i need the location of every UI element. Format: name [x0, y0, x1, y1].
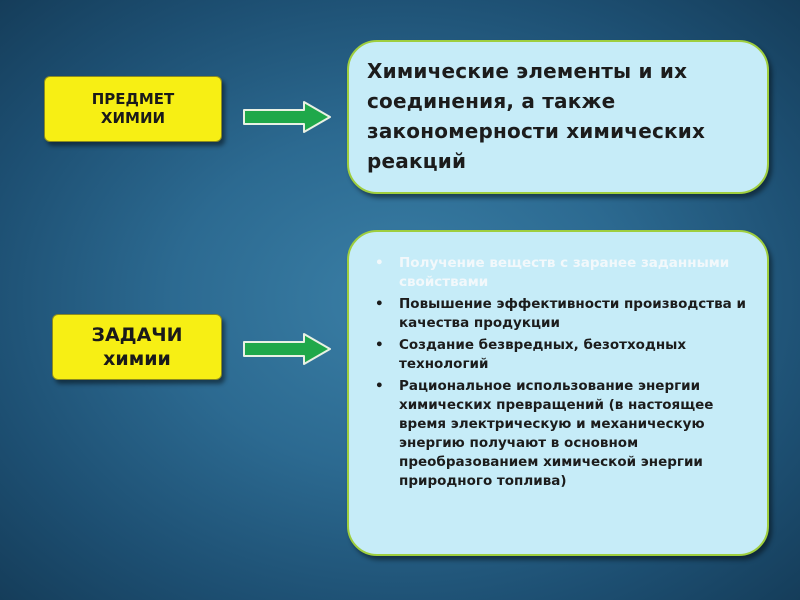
arrow-right-icon [242, 332, 334, 366]
tasks-label-box [52, 314, 222, 380]
definition-text: Химические элементы и их соединения, а также закономерности химических реакций [367, 59, 706, 173]
subject-label-line1: ПРЕДМЕТ [91, 90, 175, 108]
arrow-right-icon [242, 100, 334, 134]
task-item: • Создание безвредных, безотходных технологий [367, 336, 749, 374]
subject-label-line2: ХИМИИ [100, 109, 166, 127]
definition-box [347, 40, 769, 194]
tasks-list [367, 254, 749, 491]
task-item: • Рациональное использование энергии химических превращений (в настоящее время электрическую и механическую энергию получают в основном преобразованием химической энергии природного топлива) [367, 377, 749, 491]
task-item: • Повышение эффективности производства и качества продукции [367, 295, 749, 333]
tasks-label-line1: ЗАДАЧИ [91, 324, 183, 346]
tasks-label-line2: химии [103, 348, 171, 370]
subject-label-box [44, 76, 222, 142]
task-item: • Получение веществ с заранее заданными свойствами [367, 254, 749, 292]
tasks-list-box [347, 230, 769, 556]
